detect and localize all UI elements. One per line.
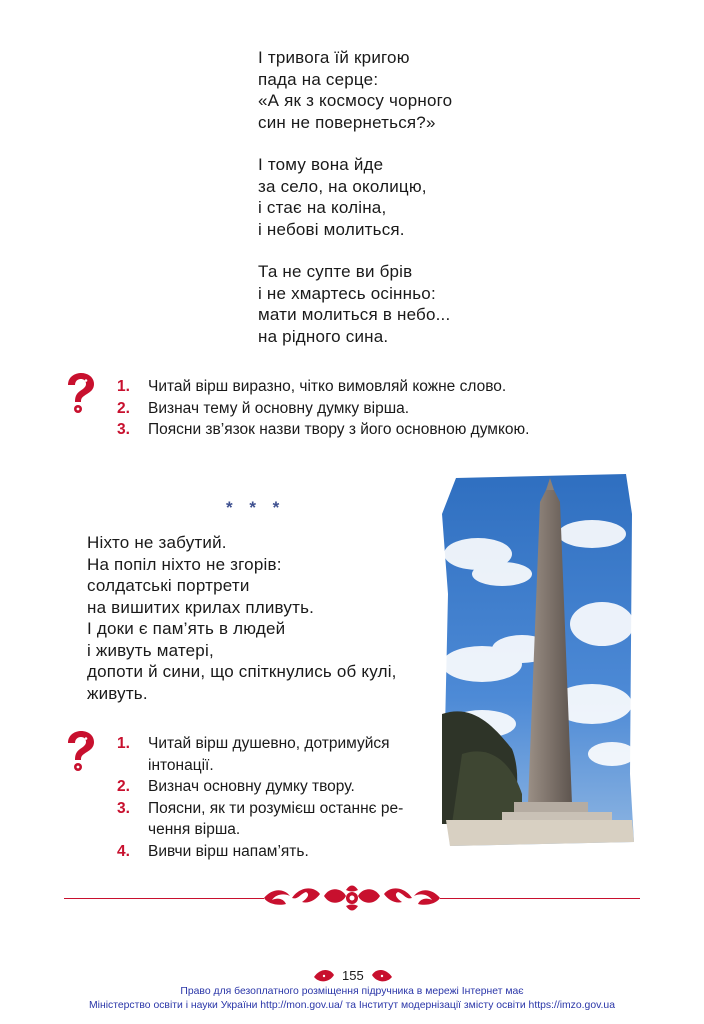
question-item <box>117 776 403 798</box>
divider-right <box>440 898 640 899</box>
question-text-line: Визнач основну думку твору. <box>148 778 355 796</box>
poem-line: І тривога їй кригою <box>258 48 410 67</box>
poem-line: і живуть матері, <box>87 640 214 660</box>
question-number: 4. <box>117 842 130 860</box>
page-number: 155 <box>342 968 364 983</box>
poem-line: син не повернеться?» <box>258 112 436 132</box>
question-item <box>117 376 529 398</box>
poem-line: мати молиться в небо... <box>258 305 451 324</box>
question-text: Визнач тему й основну думку вірша. <box>148 399 410 417</box>
floral-ornament-icon <box>262 884 442 912</box>
poem-line: На попіл ніхто не згорів: <box>87 554 282 574</box>
poem-line: І тому вона йде <box>258 155 384 174</box>
question-item <box>117 798 403 841</box>
question-item <box>117 841 403 863</box>
question-mark-icon <box>62 372 96 414</box>
poem-line: і небові молиться. <box>258 219 405 239</box>
question-number: 2. <box>117 778 130 796</box>
question-mark-icon <box>62 730 96 772</box>
poem-line: на рідного сина. <box>258 326 389 346</box>
section-separator: * * * <box>226 498 286 517</box>
question-text: Читай вірш виразно, чітко вимовляй кожне слово. <box>148 378 507 395</box>
divider-left <box>64 898 264 899</box>
question-number: 3. <box>117 799 130 817</box>
obelisk-photo <box>442 474 634 846</box>
poem-line: пада на серце: <box>258 69 379 89</box>
poem-line: і не хмартесь осінньо: <box>258 283 436 303</box>
poem-1 <box>258 47 452 368</box>
questions-list-1 <box>117 376 529 441</box>
poem-line: Та не супте ви брів <box>258 262 413 281</box>
stanza <box>258 154 452 240</box>
question-text-line: Поясни, як ти розумієш останнє ре- <box>148 799 404 817</box>
poem-2 <box>87 532 397 704</box>
poem-line: і стає на коліна, <box>258 198 387 217</box>
question-number: 1. <box>117 378 130 395</box>
poem-line: на вишитих крилах пливуть. <box>87 597 315 617</box>
question-text: Поясни зв’язок назви твору з його основною думкою. <box>148 421 530 439</box>
question-text-line: Вивчи вірш напам’ять. <box>148 842 309 860</box>
poem-line: живуть. <box>87 683 148 703</box>
stanza <box>258 47 452 133</box>
question-item <box>117 398 529 420</box>
question-item <box>117 419 529 441</box>
poem-line: допоти й сини, що спіткнулись об кулі, <box>87 662 397 681</box>
poem-line: І доки є пам’ять в людей <box>87 619 286 638</box>
footer-line-1: Право для безоплатного розміщення підручника в мережі Інтернет має <box>180 986 524 997</box>
questions-list-2 <box>117 733 403 863</box>
stanza <box>258 261 452 347</box>
question-text-line: інтонації. <box>148 756 214 774</box>
question-number: 3. <box>117 421 130 439</box>
question-text-line: Читай вірш душевно, дотримуйся <box>148 735 390 752</box>
poem-line: Ніхто не забутий. <box>87 533 227 552</box>
poem-line: солдатські портрети <box>87 576 250 595</box>
question-text-line: чення вірша. <box>148 821 241 839</box>
poem-line: за село, на околицю, <box>258 176 427 196</box>
question-number: 2. <box>117 399 130 417</box>
question-number: 1. <box>117 735 130 752</box>
poem-line: «А як з космосу чорного <box>258 91 453 110</box>
footer-line-2: Міністерство освіти і науки України http://mon.gov.ua/ та Інститут модернізації змісту освіти https://imzo.gov.ua <box>89 1000 615 1011</box>
question-item <box>117 733 403 776</box>
